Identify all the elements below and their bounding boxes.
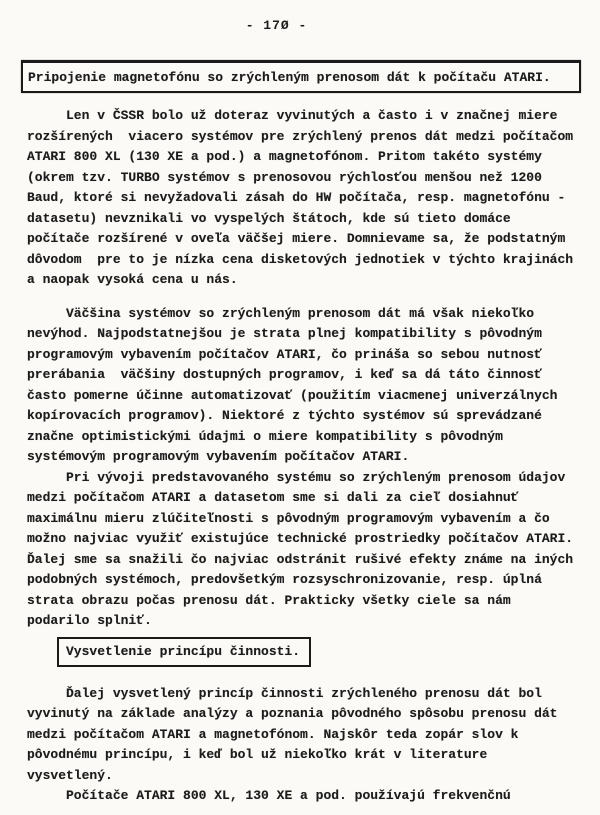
text-line: vyvinutý na základe analýzy a poznania pôvodného spôsobu prenosu dát bbox=[27, 706, 558, 721]
text-line: ATARI 800 XL (130 XE a pod.) a magnetofónom. Pritom takéto systémy bbox=[27, 149, 542, 164]
text-line: medzi počítačom ATARI a magnetofónom. Najskôr teda zopár slov k bbox=[27, 726, 519, 742]
text-line: (okrem tzv. TURBO systémov s prenosovou rýchlosťou menšou než 1200 bbox=[27, 169, 542, 185]
title-box bbox=[21, 60, 581, 93]
text-line: systémovým programovým vybavením počítačov ATARI. bbox=[27, 449, 410, 464]
text-line: prerábania väčšiny dostupných programov, i keď sa dá táto činnosť bbox=[27, 367, 542, 382]
text-line: Len v ČSSR bolo už doteraz vyvinutých a často i v značnej miere bbox=[27, 108, 558, 123]
page-number: - 17Ø - bbox=[245, 18, 308, 33]
text-line: medzi počítačom ATARI a datasetom sme si dali za cieľ dosiahnuť bbox=[27, 490, 519, 505]
title-text: Pripojenie magnetofónu so zrýchleným prenosom dát k počítaču ATARI. bbox=[28, 70, 551, 85]
paragraph-principle bbox=[27, 684, 581, 787]
text-line: Pri vývoji predstavovaného systému so zrýchleným prenosom údajov bbox=[27, 469, 566, 485]
text-line: maximálnu mieru zlúčiteľnosti s pôvodným programovým vybavením a čo bbox=[27, 510, 550, 526]
text-line: Ďalej sme sa snažili čo najviac odstránit rušivé efekty známe na iných bbox=[27, 551, 574, 567]
text-line: Väčšina systémov so zrýchleným prenosom dát má však niekoľko bbox=[27, 305, 535, 321]
text-line: a naopak vysoká cena u nás. bbox=[27, 272, 238, 287]
paragraph-goals bbox=[27, 468, 581, 632]
text-line: vysvetlený. bbox=[27, 767, 113, 783]
text-line: programovým vybavením počítačov ATARI, čo prináša so sebou nutnosť bbox=[27, 346, 542, 362]
text-line: strata obrazu počas prenosu dát. Prakticky všetky ciele sa nám bbox=[27, 592, 511, 608]
paragraph-last-partial bbox=[27, 786, 581, 807]
text-line: počítače rozšírené v oveľa väčšej miere. Domnievame sa, že podstatným bbox=[27, 231, 566, 246]
text-line: nevýhod. Najpodstatnejšou je strata plnej kompatibility s pôvodným bbox=[27, 326, 542, 341]
text-line: podobných systémoch, predovšetkým rozsyschronizovanie, resp. úplná bbox=[27, 572, 542, 587]
text-line: dôvodom pre to je nízka cena disketových jednotiek v týchto krajinách bbox=[27, 251, 574, 267]
subtitle-box: Vysvetlenie princípu činnosti. bbox=[57, 637, 311, 667]
text-line: značne optimistickými údajmi o miere kompatibility s pôvodným bbox=[27, 428, 503, 444]
text-line: možno najviac využiť existujúce technické prostriedky počítačov ATARI. bbox=[27, 531, 574, 546]
text-line: Ďalej vysvetlený princíp činnosti zrýchleného prenosu dát bol bbox=[27, 685, 542, 701]
subtitle-box-row bbox=[57, 637, 581, 668]
paragraph-intro bbox=[27, 106, 581, 291]
text-line: kopírovacích programov). Niektoré z týchto systémov sú sprevádzané bbox=[27, 408, 542, 423]
text-line: podarilo splniť. bbox=[27, 613, 152, 628]
text-line: rozšírených viacero systémov pre zrýchlený prenos dát medzi počítačom bbox=[27, 128, 574, 144]
paragraph-disadvantages bbox=[27, 304, 581, 468]
text-line: Počítače ATARI 800 XL, 130 XE a pod. používajú frekvenčnú bbox=[27, 788, 511, 803]
text-line: pôvodnému princípu, i keď bol už niekoľko krát v literature bbox=[27, 747, 488, 762]
text-line: často pomerne účinne automatizovať (použitím viacmenej univerzálnych bbox=[27, 387, 558, 403]
text-line: Baud, ktoré si nevyžadovali zásah do HW počítača, resp. magnetofónu - bbox=[27, 190, 566, 205]
text-line: datasetu) nevznikali vo vyspelých štátoch, kde sú tieto domáce bbox=[27, 210, 511, 226]
